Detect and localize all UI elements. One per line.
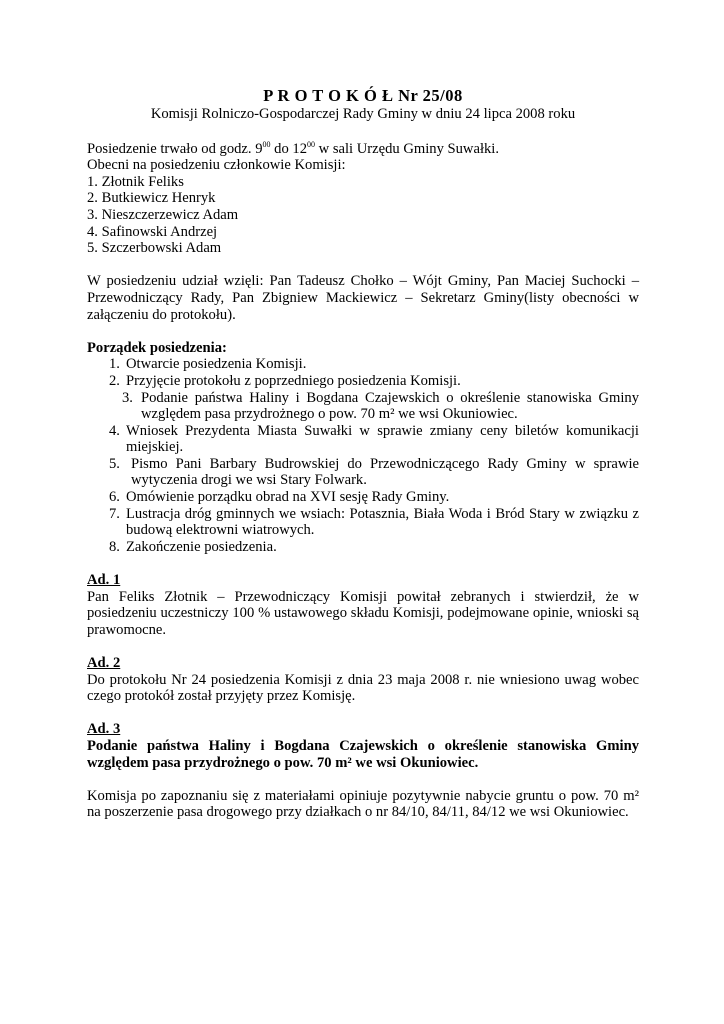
agenda-item <box>87 423 639 456</box>
member-item: 3. Nieszczerzewicz Adam <box>87 206 239 223</box>
start-time-sup: 00 <box>262 139 271 149</box>
agenda-item-text: Podanie państwa Haliny i Bogdana Czajewskich o określenie stanowiska Gminy względem pasa przydrożnego o pow. 70 m² we wsi Okuniowiec. <box>141 389 639 423</box>
member-item: 1. Złotnik Feliks <box>87 173 184 190</box>
section-text-ad2: Do protokołu Nr 24 posiedzenia Komisji z dnia 23 maja 2008 r. nie wniesiono uwag wobec czego protokół został przyjęty przez Komisję. <box>87 671 639 705</box>
section-text-ad1: Pan Feliks Złotnik – Przewodniczący Komisji powitał zebranych i stwierdził, że w posiedzeniu uczestniczy 100 % ustawowego składu Komisji, podejmowane opinie, wnioski są prawomocne. <box>87 588 639 638</box>
document-subtitle: Komisji Rolniczo-Gospodarczej Rady Gminy w dniu 24 lipca 2008 roku <box>150 106 576 122</box>
section-bold-text-ad3: Podanie państwa Haliny i Bogdana Czajewskich o określenie stanowiska Gminy względem pasa przydrożnego o pow. 70 m² we wsi Okuniowiec. <box>87 737 639 771</box>
members-heading: Obecni na posiedzeniu członkowie Komisji: <box>87 157 346 174</box>
agenda-item <box>87 373 639 390</box>
agenda-item-text: Lustracja dróg gminnych we wsiach: Potasznia, Biała Woda i Bród Stary w związku z budową elektrowni wiatrowych. <box>126 505 639 539</box>
agenda-item <box>87 539 639 556</box>
end-time-sup: 00 <box>306 139 315 149</box>
guests-paragraph: W posiedzeniu udział wzięli: Pan Tadeusz Chołko – Wójt Gminy, Pan Maciej Suchocki – Przewodniczący Rady, Pan Zbigniew Mackiewicz – Sekretarz Gminy(listy obecności w załączeniu do protokołu). <box>87 273 639 323</box>
agenda-item-text: Pismo Pani Barbary Budrowskiej do Przewodniczącego Rady Gminy w sprawie wytyczenia drogi we wsi Stary Folwark. <box>131 455 639 489</box>
section-heading-ad3: Ad. 3 <box>87 721 121 738</box>
agenda-item-number: 8. <box>109 538 120 555</box>
agenda-item-text: Zakończenie posiedzenia. <box>126 538 277 555</box>
agenda-item-number: 4. <box>109 422 120 439</box>
agenda-item-number: 2. <box>109 372 120 389</box>
duration-prefix: Posiedzenie trwało od godz. 9 <box>87 140 263 157</box>
agenda-list <box>87 356 639 555</box>
section-heading-ad2: Ad. 2 <box>87 655 121 671</box>
members-list <box>87 174 639 257</box>
section-text-ad3: Komisja po zapoznaniu się z materiałami opiniuje pozytywnie nabycie gruntu o pow. 70 m² na poszerzenie pasa drogowego przy działkach o nr 84/10, 84/11, 84/12 we wsi Okuniowiec. <box>87 787 639 821</box>
member-item: 2. Butkiewicz Henryk <box>87 190 216 207</box>
agenda-item-text: Wniosek Prezydenta Miasta Suwałki w sprawie zmiany ceny biletów komunikacji miejskiej. <box>126 422 639 456</box>
agenda-item <box>87 489 639 506</box>
agenda-item-text: Przyjęcie protokołu z poprzedniego posiedzenia Komisji. <box>126 372 461 389</box>
member-item: 5. Szczerbowski Adam <box>87 240 222 257</box>
agenda-item-text: Otwarcie posiedzenia Komisji. <box>126 356 307 373</box>
agenda-item-number: 6. <box>109 489 120 506</box>
agenda-item-number: 5. <box>109 455 120 472</box>
document-title: P R O T O K Ó Ł Nr 25/08 <box>263 86 463 105</box>
agenda-heading: Porządek posiedzenia: <box>87 339 227 356</box>
agenda-item <box>87 356 639 373</box>
duration-mid: do 12 <box>270 140 307 157</box>
agenda-item-number: 1. <box>109 356 120 373</box>
agenda-item <box>87 390 639 423</box>
agenda-item-number: 3. <box>122 389 133 406</box>
duration-suffix: w sali Urzędu Gminy Suwałki. <box>314 140 500 157</box>
meeting-duration <box>87 141 639 158</box>
agenda-item-text: Omówienie porządku obrad na XVI sesję Rady Gminy. <box>126 489 450 506</box>
section-heading-ad1: Ad. 1 <box>87 572 121 589</box>
agenda-item <box>87 506 639 539</box>
document-page <box>87 86 639 821</box>
agenda-item <box>87 456 639 489</box>
member-item: 4. Safinowski Andrzej <box>87 223 218 240</box>
agenda-item-number: 7. <box>109 505 120 522</box>
